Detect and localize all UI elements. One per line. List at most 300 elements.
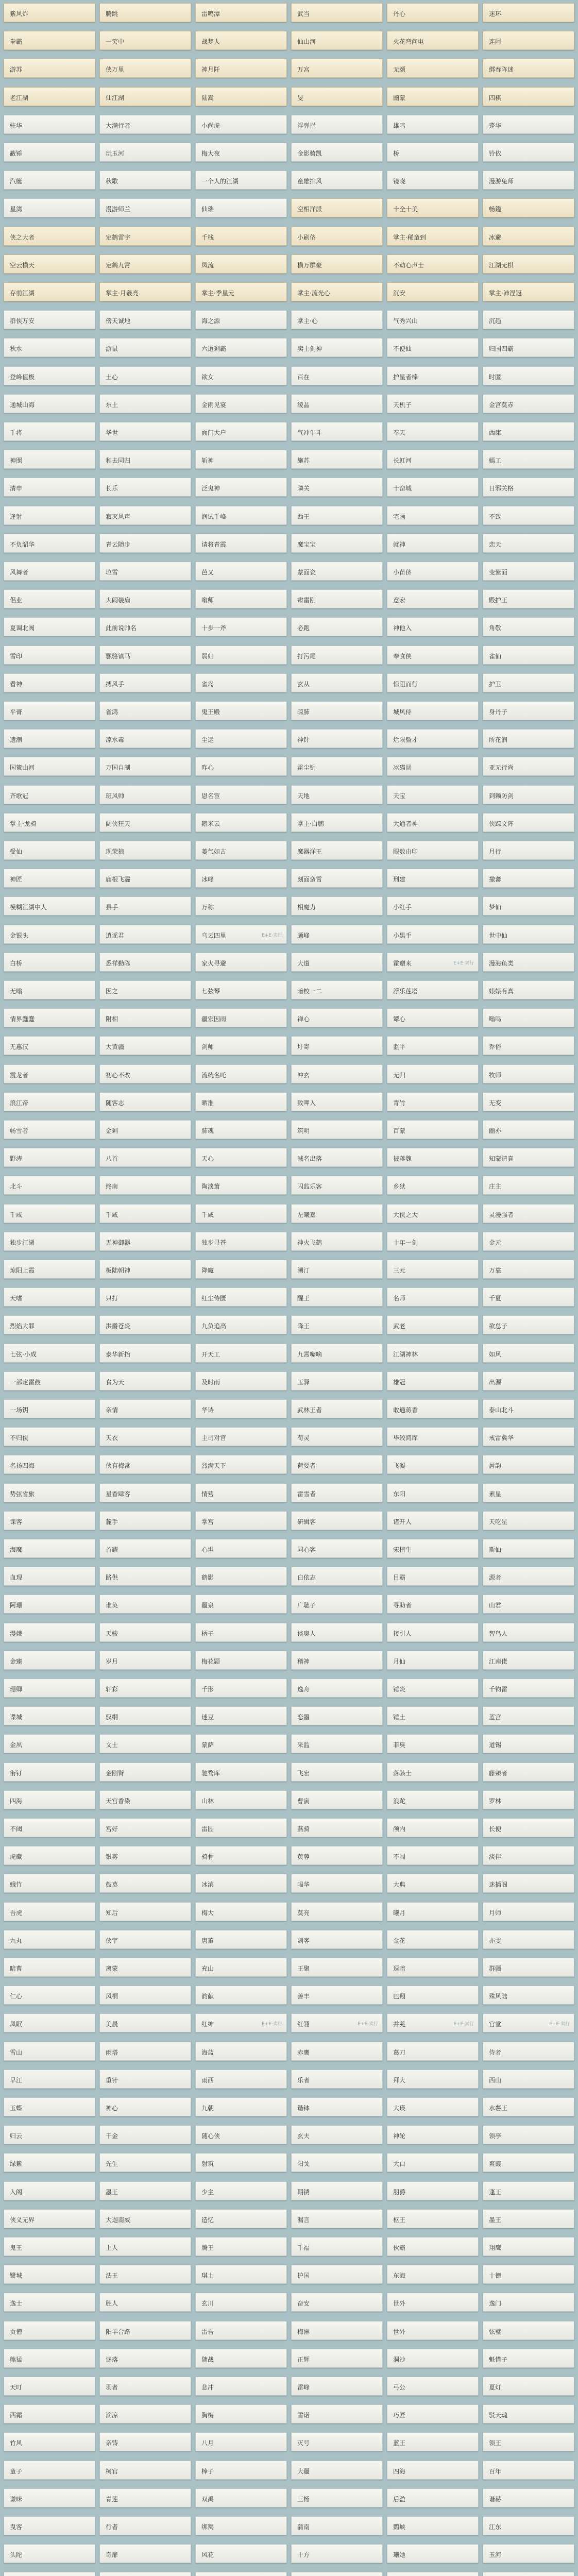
- title-cell[interactable]: [195, 394, 287, 413]
- title-cell[interactable]: [4, 2572, 95, 2576]
- title-cell[interactable]: [4, 2461, 95, 2480]
- title-cell[interactable]: [99, 2432, 191, 2451]
- title-cell[interactable]: [195, 813, 287, 832]
- title-cell[interactable]: [195, 338, 287, 357]
- title-cell[interactable]: [4, 1762, 95, 1782]
- title-cell[interactable]: [387, 255, 479, 274]
- title-cell[interactable]: [291, 925, 383, 944]
- title-cell[interactable]: [4, 2097, 95, 2116]
- title-cell[interactable]: [387, 1762, 479, 1782]
- title-cell[interactable]: [99, 450, 191, 469]
- title-cell[interactable]: [99, 2013, 191, 2032]
- title-cell[interactable]: [4, 450, 95, 469]
- title-cell[interactable]: [483, 282, 574, 301]
- title-cell[interactable]: [483, 450, 574, 469]
- title-cell[interactable]: [99, 2544, 191, 2563]
- title-cell[interactable]: [483, 701, 574, 720]
- title-cell[interactable]: [387, 1260, 479, 1279]
- title-cell[interactable]: [99, 617, 191, 636]
- title-cell[interactable]: [4, 1874, 95, 1893]
- title-cell[interactable]: [387, 785, 479, 804]
- title-cell[interactable]: [483, 1287, 574, 1307]
- title-cell[interactable]: [195, 2461, 287, 2480]
- title-cell[interactable]: [195, 1260, 287, 1279]
- title-cell[interactable]: [195, 1427, 287, 1446]
- title-cell[interactable]: [483, 115, 574, 134]
- title-cell[interactable]: [291, 1818, 383, 1837]
- title-cell[interactable]: [99, 143, 191, 162]
- title-cell[interactable]: [483, 673, 574, 692]
- title-cell[interactable]: [483, 1762, 574, 1782]
- title-cell[interactable]: [195, 2153, 287, 2172]
- title-cell[interactable]: [99, 1315, 191, 1334]
- title-cell[interactable]: [195, 1092, 287, 1111]
- title-cell[interactable]: [483, 1567, 574, 1586]
- title-cell[interactable]: [291, 59, 383, 78]
- title-cell[interactable]: [195, 2070, 287, 2089]
- title-cell[interactable]: [99, 310, 191, 329]
- title-cell[interactable]: [195, 1064, 287, 1083]
- title-cell[interactable]: [195, 1762, 287, 1782]
- title-cell[interactable]: [483, 2488, 574, 2507]
- title-cell[interactable]: [4, 785, 95, 804]
- title-cell[interactable]: [4, 1539, 95, 1558]
- title-cell[interactable]: [195, 1902, 287, 1921]
- title-cell[interactable]: [4, 171, 95, 190]
- title-cell[interactable]: [99, 896, 191, 916]
- title-cell[interactable]: [4, 1846, 95, 1865]
- title-cell[interactable]: [195, 1148, 287, 1167]
- title-cell[interactable]: [387, 2237, 479, 2256]
- title-cell[interactable]: [483, 646, 574, 665]
- title-cell[interactable]: [4, 813, 95, 832]
- title-cell[interactable]: [291, 1287, 383, 1307]
- title-cell[interactable]: [291, 1511, 383, 1530]
- title-cell[interactable]: [195, 310, 287, 329]
- title-cell[interactable]: [99, 2516, 191, 2535]
- title-cell[interactable]: [291, 1315, 383, 1334]
- title-cell[interactable]: [195, 785, 287, 804]
- title-cell[interactable]: [99, 1455, 191, 1474]
- title-cell[interactable]: [387, 1176, 479, 1195]
- title-cell[interactable]: [291, 2070, 383, 2089]
- title-cell[interactable]: [483, 1986, 574, 2005]
- title-cell[interactable]: [99, 2293, 191, 2312]
- title-cell[interactable]: [483, 2070, 574, 2089]
- title-cell[interactable]: [99, 2042, 191, 2061]
- title-cell[interactable]: [291, 2153, 383, 2172]
- title-cell[interactable]: [4, 1232, 95, 1251]
- title-cell[interactable]: [195, 198, 287, 217]
- title-cell[interactable]: [99, 1008, 191, 1027]
- title-cell[interactable]: [387, 2293, 479, 2312]
- title-cell[interactable]: [291, 115, 383, 134]
- title-cell[interactable]: [387, 2516, 479, 2535]
- title-cell[interactable]: [291, 1483, 383, 1502]
- title-cell[interactable]: [99, 757, 191, 776]
- title-cell[interactable]: [99, 338, 191, 357]
- title-cell[interactable]: [195, 1679, 287, 1698]
- title-cell[interactable]: [99, 1232, 191, 1251]
- title-cell[interactable]: [483, 478, 574, 497]
- title-cell[interactable]: [99, 980, 191, 999]
- title-cell[interactable]: [483, 562, 574, 581]
- title-cell[interactable]: [387, 2013, 479, 2032]
- title-cell[interactable]: [99, 1874, 191, 1893]
- title-cell[interactable]: [387, 422, 479, 441]
- title-cell[interactable]: [291, 646, 383, 665]
- title-cell[interactable]: [387, 2097, 479, 2116]
- title-cell[interactable]: [4, 757, 95, 776]
- title-cell[interactable]: [387, 1315, 479, 1334]
- title-cell[interactable]: [483, 1120, 574, 1139]
- title-cell[interactable]: [291, 896, 383, 916]
- title-cell[interactable]: [4, 422, 95, 441]
- title-cell[interactable]: [195, 1120, 287, 1139]
- title-cell[interactable]: [99, 3, 191, 22]
- title-cell[interactable]: [483, 1455, 574, 1474]
- title-cell[interactable]: [291, 1651, 383, 1670]
- title-cell[interactable]: [483, 1036, 574, 1055]
- title-cell[interactable]: [387, 115, 479, 134]
- title-cell[interactable]: [195, 2404, 287, 2424]
- title-cell[interactable]: [387, 2404, 479, 2424]
- title-cell[interactable]: [195, 422, 287, 441]
- title-cell[interactable]: [291, 2125, 383, 2144]
- title-cell[interactable]: [99, 1176, 191, 1195]
- title-cell[interactable]: [99, 1399, 191, 1418]
- title-cell[interactable]: [387, 227, 479, 246]
- title-cell[interactable]: [291, 1204, 383, 1223]
- title-cell[interactable]: [291, 2013, 383, 2032]
- title-cell[interactable]: [291, 673, 383, 692]
- title-cell[interactable]: [387, 1371, 479, 1391]
- title-cell[interactable]: [99, 2097, 191, 2116]
- title-cell[interactable]: [195, 1399, 287, 1418]
- title-cell[interactable]: [483, 1315, 574, 1334]
- title-cell[interactable]: [387, 2265, 479, 2284]
- title-cell[interactable]: [195, 534, 287, 553]
- title-cell[interactable]: [99, 1679, 191, 1698]
- title-cell[interactable]: [387, 1734, 479, 1753]
- title-cell[interactable]: [99, 1427, 191, 1446]
- title-cell[interactable]: [483, 198, 574, 217]
- title-cell[interactable]: [387, 2042, 479, 2061]
- title-cell[interactable]: [387, 366, 479, 385]
- title-cell[interactable]: [291, 198, 383, 217]
- title-cell[interactable]: [291, 1623, 383, 1642]
- title-cell[interactable]: [483, 1483, 574, 1502]
- title-cell[interactable]: [483, 2097, 574, 2116]
- title-cell[interactable]: [387, 1930, 479, 1949]
- title-cell[interactable]: [195, 1344, 287, 1363]
- title-cell[interactable]: [99, 2209, 191, 2228]
- title-cell[interactable]: [195, 171, 287, 190]
- title-cell[interactable]: [387, 1679, 479, 1698]
- title-cell[interactable]: [483, 1092, 574, 1111]
- title-cell[interactable]: [483, 2404, 574, 2424]
- title-cell[interactable]: [387, 3, 479, 22]
- title-cell[interactable]: [99, 282, 191, 301]
- title-cell[interactable]: [291, 1790, 383, 1809]
- title-cell[interactable]: [291, 1595, 383, 1614]
- title-cell[interactable]: [483, 1371, 574, 1391]
- title-cell[interactable]: [483, 143, 574, 162]
- title-cell[interactable]: [291, 3, 383, 22]
- title-cell[interactable]: [483, 2321, 574, 2340]
- title-cell[interactable]: [291, 1064, 383, 1083]
- title-cell[interactable]: [4, 255, 95, 274]
- title-cell[interactable]: [4, 1399, 95, 1418]
- title-cell[interactable]: [99, 1567, 191, 1586]
- title-cell[interactable]: [387, 1706, 479, 1725]
- title-cell[interactable]: [483, 338, 574, 357]
- title-cell[interactable]: [195, 143, 287, 162]
- title-cell[interactable]: [4, 953, 95, 972]
- title-cell[interactable]: [483, 1064, 574, 1083]
- title-cell[interactable]: [291, 1539, 383, 1558]
- title-cell[interactable]: [387, 2488, 479, 2507]
- title-cell[interactable]: [99, 422, 191, 441]
- title-cell[interactable]: [4, 1204, 95, 1223]
- title-cell[interactable]: [483, 2293, 574, 2312]
- title-cell[interactable]: [387, 1064, 479, 1083]
- title-cell[interactable]: [483, 2125, 574, 2144]
- title-cell[interactable]: [99, 673, 191, 692]
- title-cell[interactable]: [483, 729, 574, 748]
- title-cell[interactable]: [99, 1539, 191, 1558]
- title-cell[interactable]: [483, 1902, 574, 1921]
- title-cell[interactable]: [291, 869, 383, 888]
- title-cell[interactable]: [291, 534, 383, 553]
- title-cell[interactable]: [4, 2488, 95, 2507]
- title-cell[interactable]: [291, 953, 383, 972]
- title-cell[interactable]: [195, 589, 287, 608]
- title-cell[interactable]: [99, 1483, 191, 1502]
- title-cell[interactable]: [387, 1623, 479, 1642]
- title-cell[interactable]: [195, 1315, 287, 1334]
- title-cell[interactable]: [195, 1539, 287, 1558]
- title-cell[interactable]: [291, 701, 383, 720]
- title-cell[interactable]: [99, 2461, 191, 2480]
- title-cell[interactable]: [99, 1511, 191, 1530]
- title-cell[interactable]: [387, 338, 479, 357]
- title-cell[interactable]: [387, 2070, 479, 2089]
- title-cell[interactable]: [99, 1287, 191, 1307]
- title-cell[interactable]: [4, 1706, 95, 1725]
- title-cell[interactable]: [291, 255, 383, 274]
- title-cell[interactable]: [99, 1371, 191, 1391]
- title-cell[interactable]: [99, 1595, 191, 1614]
- title-cell[interactable]: [4, 1260, 95, 1279]
- title-cell[interactable]: [387, 1399, 479, 1418]
- title-cell[interactable]: [4, 1008, 95, 1027]
- title-cell[interactable]: [195, 1930, 287, 1949]
- title-cell[interactable]: [4, 1315, 95, 1334]
- title-cell[interactable]: [291, 1930, 383, 1949]
- title-cell[interactable]: [291, 2181, 383, 2200]
- title-cell[interactable]: [195, 255, 287, 274]
- title-cell[interactable]: [483, 2461, 574, 2480]
- title-cell[interactable]: [387, 506, 479, 525]
- title-cell[interactable]: [195, 2432, 287, 2451]
- title-cell[interactable]: [195, 1176, 287, 1195]
- title-cell[interactable]: [483, 2181, 574, 2200]
- title-cell[interactable]: [387, 2181, 479, 2200]
- title-cell[interactable]: [4, 2070, 95, 2089]
- title-cell[interactable]: [291, 31, 383, 50]
- title-cell[interactable]: [195, 2125, 287, 2144]
- title-cell[interactable]: [483, 1008, 574, 1027]
- title-cell[interactable]: [195, 1008, 287, 1027]
- title-cell[interactable]: [387, 1148, 479, 1167]
- title-cell[interactable]: [291, 1176, 383, 1195]
- title-cell[interactable]: [99, 1734, 191, 1753]
- title-cell[interactable]: [4, 534, 95, 553]
- title-cell[interactable]: [99, 2572, 191, 2576]
- title-cell[interactable]: [483, 422, 574, 441]
- title-cell[interactable]: [483, 617, 574, 636]
- title-cell[interactable]: [195, 2265, 287, 2284]
- title-cell[interactable]: [387, 729, 479, 748]
- title-cell[interactable]: [4, 1148, 95, 1167]
- title-cell[interactable]: [99, 2265, 191, 2284]
- title-cell[interactable]: [195, 1790, 287, 1809]
- title-cell[interactable]: [195, 1595, 287, 1614]
- title-cell[interactable]: [291, 1902, 383, 1921]
- title-cell[interactable]: [291, 1846, 383, 1865]
- title-cell[interactable]: [4, 1790, 95, 1809]
- title-cell[interactable]: [387, 1232, 479, 1251]
- title-cell[interactable]: [99, 1120, 191, 1139]
- title-cell[interactable]: [291, 1232, 383, 1251]
- title-cell[interactable]: [99, 589, 191, 608]
- title-cell[interactable]: [99, 1064, 191, 1083]
- title-cell[interactable]: [99, 59, 191, 78]
- title-cell[interactable]: [99, 87, 191, 106]
- title-cell[interactable]: [387, 2544, 479, 2563]
- title-cell[interactable]: [483, 1399, 574, 1418]
- title-cell[interactable]: [99, 1148, 191, 1167]
- title-cell[interactable]: [291, 1762, 383, 1782]
- title-cell[interactable]: [291, 282, 383, 301]
- title-cell[interactable]: [99, 171, 191, 190]
- title-cell[interactable]: [99, 2349, 191, 2368]
- title-cell[interactable]: [291, 2404, 383, 2424]
- title-cell[interactable]: [4, 701, 95, 720]
- title-cell[interactable]: [291, 171, 383, 190]
- title-cell[interactable]: [99, 1344, 191, 1363]
- title-cell[interactable]: [483, 1679, 574, 1698]
- title-cell[interactable]: [483, 534, 574, 553]
- title-cell[interactable]: [387, 869, 479, 888]
- title-cell[interactable]: [195, 2237, 287, 2256]
- title-cell[interactable]: [195, 1651, 287, 1670]
- title-cell[interactable]: [99, 255, 191, 274]
- title-cell[interactable]: [195, 2321, 287, 2340]
- title-cell[interactable]: [291, 1148, 383, 1167]
- title-cell[interactable]: [483, 1204, 574, 1223]
- title-cell[interactable]: [291, 1567, 383, 1586]
- title-cell[interactable]: [387, 2461, 479, 2480]
- title-cell[interactable]: [483, 1623, 574, 1642]
- title-cell[interactable]: [291, 338, 383, 357]
- title-cell[interactable]: [387, 310, 479, 329]
- title-cell[interactable]: [4, 2404, 95, 2424]
- title-cell[interactable]: [291, 1427, 383, 1446]
- title-cell[interactable]: [99, 394, 191, 413]
- title-cell[interactable]: [99, 1706, 191, 1725]
- title-cell[interactable]: [195, 2572, 287, 2576]
- title-cell[interactable]: [99, 31, 191, 50]
- title-cell[interactable]: [291, 2572, 383, 2576]
- title-cell[interactable]: [483, 255, 574, 274]
- title-cell[interactable]: [4, 1734, 95, 1753]
- title-cell[interactable]: [99, 925, 191, 944]
- title-cell[interactable]: [483, 1734, 574, 1753]
- title-cell[interactable]: [291, 1958, 383, 1977]
- title-cell[interactable]: [387, 1511, 479, 1530]
- title-cell[interactable]: [4, 617, 95, 636]
- title-cell[interactable]: [99, 813, 191, 832]
- title-cell[interactable]: [291, 1371, 383, 1391]
- title-cell[interactable]: [195, 1036, 287, 1055]
- title-cell[interactable]: [195, 757, 287, 776]
- title-cell[interactable]: [4, 1986, 95, 2005]
- title-cell[interactable]: [291, 450, 383, 469]
- title-cell[interactable]: [4, 1511, 95, 1530]
- title-cell[interactable]: [4, 2544, 95, 2563]
- title-cell[interactable]: [483, 2042, 574, 2061]
- title-cell[interactable]: [387, 1483, 479, 1502]
- title-cell[interactable]: [4, 1651, 95, 1670]
- title-cell[interactable]: [291, 2097, 383, 2116]
- title-cell[interactable]: [387, 646, 479, 665]
- title-cell[interactable]: [387, 282, 479, 301]
- title-cell[interactable]: [195, 1232, 287, 1251]
- title-cell[interactable]: [387, 1846, 479, 1865]
- title-cell[interactable]: [99, 1623, 191, 1642]
- title-cell[interactable]: [387, 896, 479, 916]
- title-cell[interactable]: [4, 478, 95, 497]
- title-cell[interactable]: [387, 2349, 479, 2368]
- title-cell[interactable]: [483, 841, 574, 860]
- title-cell[interactable]: [4, 1679, 95, 1698]
- title-cell[interactable]: [195, 1483, 287, 1502]
- title-cell[interactable]: [99, 1260, 191, 1279]
- title-cell[interactable]: [291, 87, 383, 106]
- title-cell[interactable]: [195, 617, 287, 636]
- title-cell[interactable]: [195, 1874, 287, 1893]
- title-cell[interactable]: [4, 589, 95, 608]
- title-cell[interactable]: [291, 2349, 383, 2368]
- title-cell[interactable]: [387, 2377, 479, 2396]
- title-cell[interactable]: [4, 2265, 95, 2284]
- title-cell[interactable]: [483, 1706, 574, 1725]
- title-cell[interactable]: [483, 1344, 574, 1363]
- title-cell[interactable]: [387, 1818, 479, 1837]
- title-cell[interactable]: [483, 1232, 574, 1251]
- title-cell[interactable]: [483, 366, 574, 385]
- title-cell[interactable]: [4, 2432, 95, 2451]
- title-cell[interactable]: [195, 227, 287, 246]
- title-cell[interactable]: [4, 366, 95, 385]
- title-cell[interactable]: [4, 980, 95, 999]
- title-cell[interactable]: [387, 1651, 479, 1670]
- title-cell[interactable]: [195, 1287, 287, 1307]
- title-cell[interactable]: [195, 1623, 287, 1642]
- title-cell[interactable]: [4, 282, 95, 301]
